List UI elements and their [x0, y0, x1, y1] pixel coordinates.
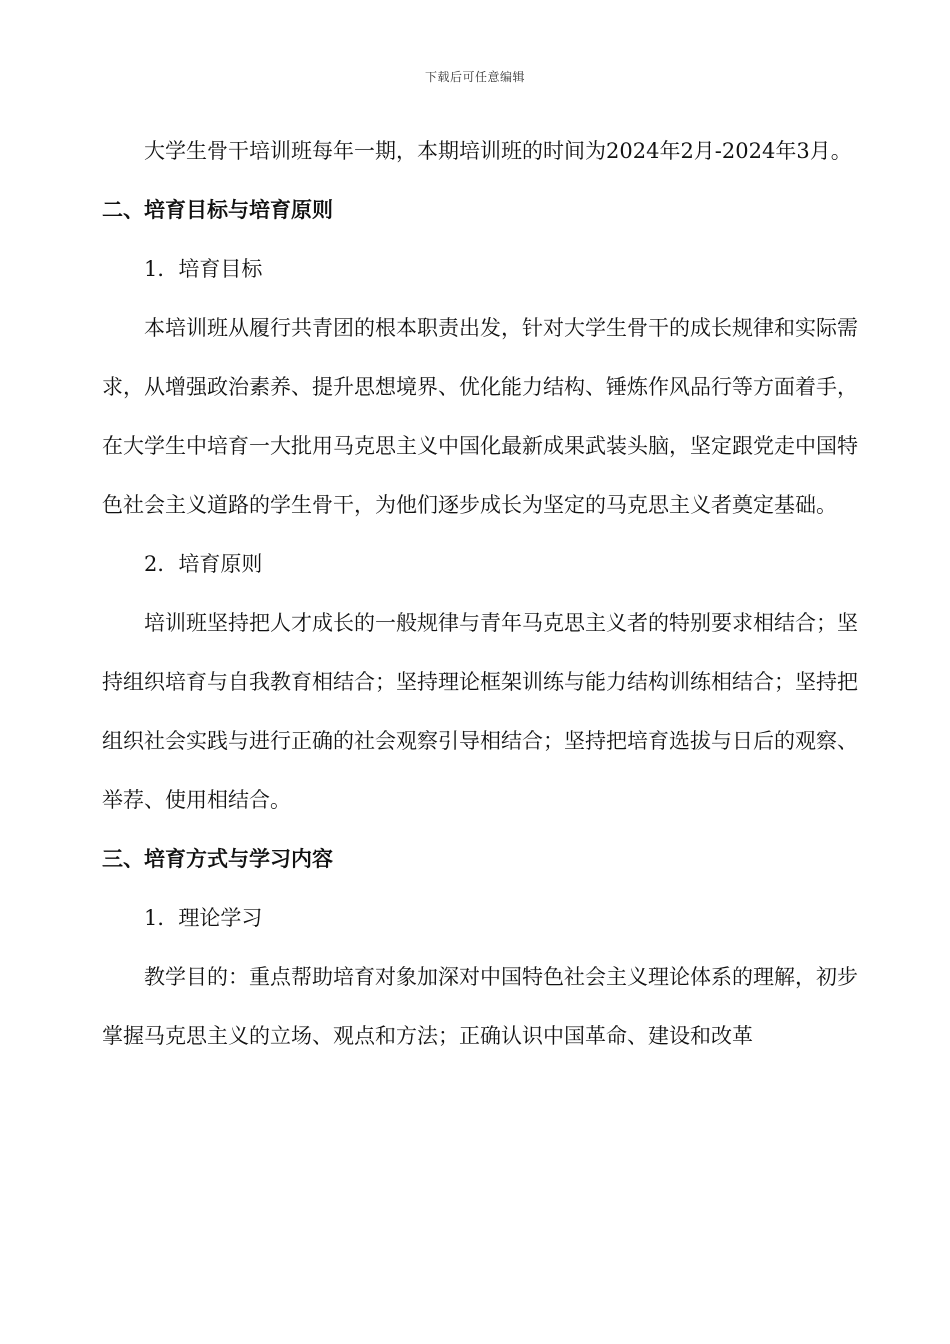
page-header-note: 下载后可任意编辑: [424, 70, 525, 84]
paragraph-teaching-purpose: 教学目的：重点帮助培育对象加深对中国特色社会主义理论体系的理解，初步掌握马克思主义的立场、观点和方法；正确认识中国革命、建设和改革: [102, 965, 858, 1048]
document-body: [102, 122, 858, 1066]
section-heading-methods-content: 三、培育方式与学习内容: [102, 847, 333, 871]
subheading-theory-study: 1．理论学习: [144, 906, 263, 930]
subheading-training-goal: 1．培育目标: [144, 257, 263, 281]
paragraph-training-principles: 培训班坚持把人才成长的一般规律与青年马克思主义者的特别要求相结合；坚持组织培育与自我教育相结合；坚持理论框架训练与能力结构训练相结合；坚持把组织社会实践与进行正确的社会观察引导相结合；坚持把培育选拔与日后的观察、举荐、使用相结合。: [102, 611, 858, 812]
section-heading-goals-principles: 二、培育目标与培育原则: [102, 198, 333, 222]
subheading-training-principles: 2．培育原则: [144, 552, 263, 576]
paragraph-training-goal: 本培训班从履行共青团的根本职责出发，针对大学生骨干的成长规律和实际需求，从增强政治素养、提升思想境界、优化能力结构、锤炼作风品行等方面着手，在大学生中培育一大批用马克思主义中国化最新成果武装头脑，坚定跟党走中国特色社会主义道路的学生骨干，为他们逐步成长为坚定的马克思主义者奠定基础。: [102, 316, 858, 517]
paragraph-training-period: 大学生骨干培训班每年一期，本期培训班的时间为2024年2月-2024年3月。: [144, 139, 852, 163]
